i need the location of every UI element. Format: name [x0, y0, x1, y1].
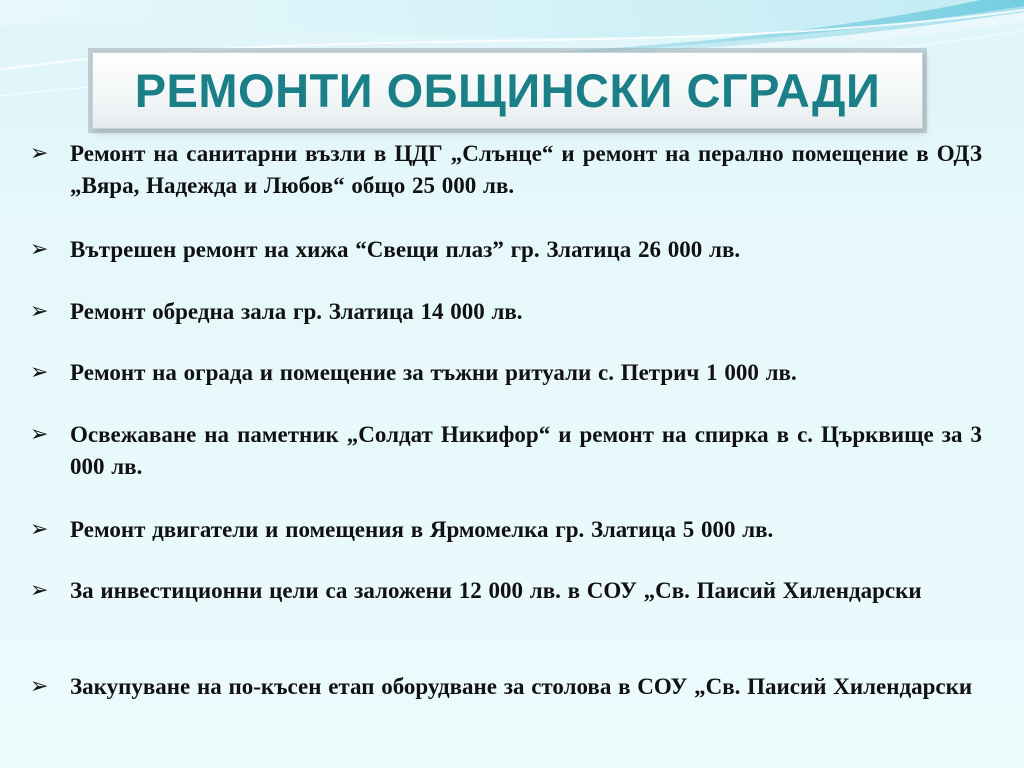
list-item: [30, 575, 982, 607]
list-item-text: За инвестиционни цели са заложени 12 000 лв. в СОУ „Св. Паисий Хилендарски: [70, 578, 922, 603]
arrowhead-bullet-icon: ➢: [30, 422, 49, 447]
arrowhead-bullet-icon: ➢: [30, 517, 49, 542]
list-item-text: Освежаване на паметник „Солдат Никифор“ и ремонт на спирка в с. Църквище за 3 000 лв.: [70, 422, 982, 479]
list-item: [30, 138, 982, 202]
list-item: [30, 514, 982, 546]
list-item-text: Вътрешен ремонт на хижа “Свещи плаз” гр. Златица 26 000 лв.: [70, 237, 741, 262]
arrowhead-bullet-icon: ➢: [30, 360, 49, 385]
list-item-text: Ремонт на ограда и помещение за тъжни ритуали с. Петрич 1 000 лв.: [70, 360, 797, 385]
list-item: [30, 419, 982, 483]
arrowhead-bullet-icon: ➢: [30, 299, 49, 324]
list-item-text: Закупуване на по-късен етап оборудване за столова в СОУ „Св. Паисий Хилендарски: [70, 674, 973, 699]
list-item-text: Ремонт обредна зала гр. Златица 14 000 лв.: [70, 299, 523, 324]
arrowhead-bullet-icon: ➢: [30, 578, 49, 603]
list-item: [30, 671, 982, 703]
list-item: [30, 296, 982, 328]
arrowhead-bullet-icon: ➢: [30, 141, 49, 166]
arrowhead-bullet-icon: ➢: [30, 674, 49, 699]
list-item: [30, 357, 982, 389]
list-item-text: Ремонт на санитарни възли в ЦДГ „Слънце“ и ремонт на перално помещение в ОДЗ „Вяра, Надежда и Любов“ общо 25 000 лв.: [70, 141, 982, 198]
list-item: [30, 234, 982, 266]
list-item-text: Ремонт двигатели и помещения в Ярмомелка гр. Златица 5 000 лв.: [70, 517, 774, 542]
arrowhead-bullet-icon: ➢: [30, 237, 49, 262]
slide-title: РЕМОНТИ ОБЩИНСКИ СГРАДИ: [134, 64, 881, 117]
